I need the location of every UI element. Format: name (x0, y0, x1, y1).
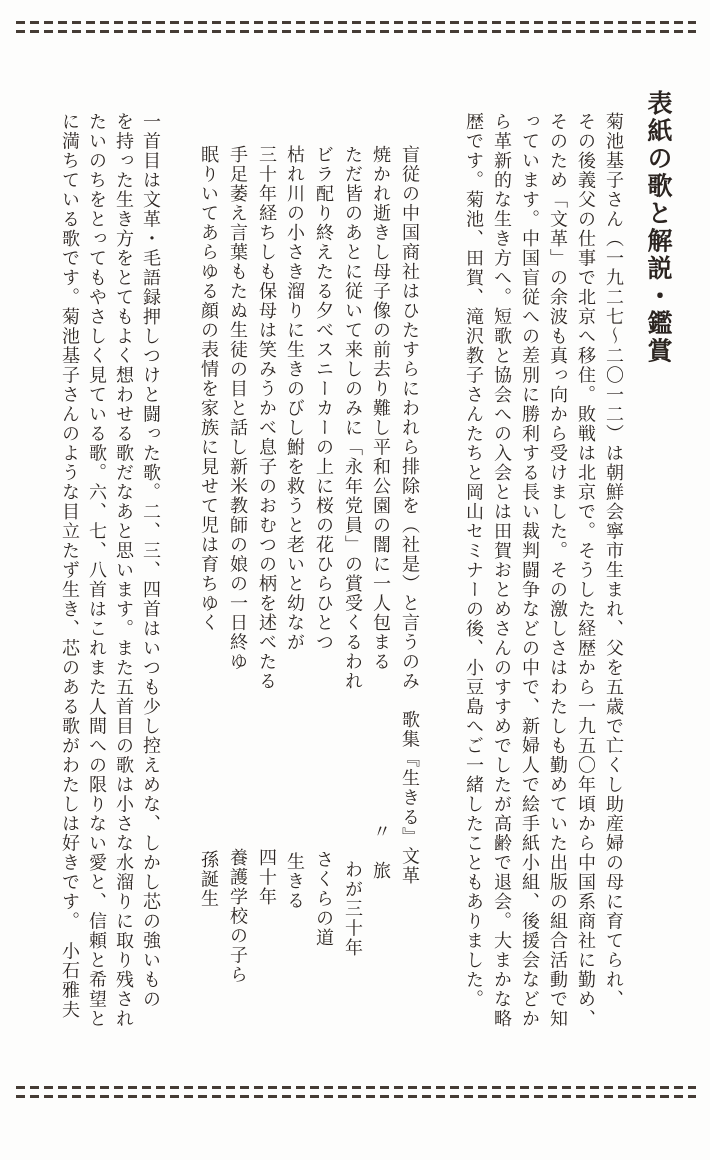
poem-1-text: 盲従の中国商社はひたすらにわれら排除を（社是）と言うのみ (399, 145, 420, 691)
biography-column-5: ら革新的な生き方へ。短歌と協会への入会とは田賀おとめさんのすすめでしたが高齢で退会。大まかな略 (491, 112, 512, 1029)
commentary-column-1: 一首目は文革・毛語録押しつけと闘った歌。二、三、四首はいつも少し控えめな、しかし芯の強いもの (140, 112, 161, 1009)
commentary-column-4: に満ちている歌です。菊池基子さんのような目立たず生き、芯のある歌がわたしは好きです。 小石雅夫 (59, 112, 80, 1020)
poem-8-source: 孫誕生 (198, 850, 219, 909)
page-title: 表紙の歌と解説・鑑賞 (644, 90, 673, 365)
poem-2-text: 焼かれ逝きし母子像の前去り難し平和公園の闇に一人包まる (370, 145, 391, 672)
biography-column-3: そのため「文革」の余波も真っ向から受けました。その激しさはわたしも勤めていた出版の組合活動で知 (547, 112, 568, 1029)
poem-3-source: わが三十年 (342, 860, 363, 958)
commentary-column-3: たいのちをとってもやさしく見ている歌。六、七、八首はこれまた人間への限りない愛と、信頼と希望と (86, 112, 107, 1029)
top-decorative-border (16, 21, 696, 33)
biography-column-4: っています。中国盲従への差別に勝利する長い裁判闘争などの中で、新婦人で絵手紙小組、後援会などか (519, 112, 540, 1029)
biography-column-6: 歴です。菊池、田賀、滝沢教子さんたちと岡山セミナーの後、小豆島へご一緒したこともありました。 (463, 112, 484, 1009)
poem-1-source: 歌集『生きる』文革 (399, 710, 420, 886)
poem-4-source: さくらの道 (313, 850, 334, 948)
poem-4-text: ビラ配り終えたる夕べスニーカーの上に桜の花ひらひとつ (313, 145, 334, 652)
biography-column-1: 菊池基子さん（一九二七〜二〇一二）は朝鮮会寧市生まれ、父を五歳で亡くし助産婦の母に育てられ、 (603, 112, 624, 1009)
poem-2-source: 〃 旅 (370, 822, 391, 881)
biography-column-2: その後義父の仕事で北京へ移住。敗戦は北京で。そうした経歴から一九五〇年頃から中国系商社に勤め、 (575, 112, 596, 1029)
poem-6-text: 三十年経ちしも保母は笑みうかべ息子のおむつの柄を述べたる (256, 145, 277, 691)
poem-7-text: 手足萎え言葉もたぬ生徒の目と話し新米教師の娘の一日終ゆ (227, 145, 248, 672)
poem-5-text: 枯れ川の小さき溜りに生きのびし鮒を救うと老いと幼なが (284, 145, 305, 652)
poem-8-text: 眠りいてあらゆる顔の表情を家族に見せて児は育ちゆく (198, 145, 219, 633)
poem-5-source: 生きる (284, 852, 305, 911)
poem-3-text: ただ皆のあとに従いて来しのみに「永年党員」の賞受くるわれ (342, 145, 363, 691)
commentary-column-2: を持った生き方をとてもよく想わせる歌だなあと思います。また五首目の歌は小さな水溜りに取り残され (113, 112, 134, 1029)
poem-7-source: 養護学校の子ら (227, 848, 248, 985)
poem-6-source: 四十年 (256, 848, 277, 907)
